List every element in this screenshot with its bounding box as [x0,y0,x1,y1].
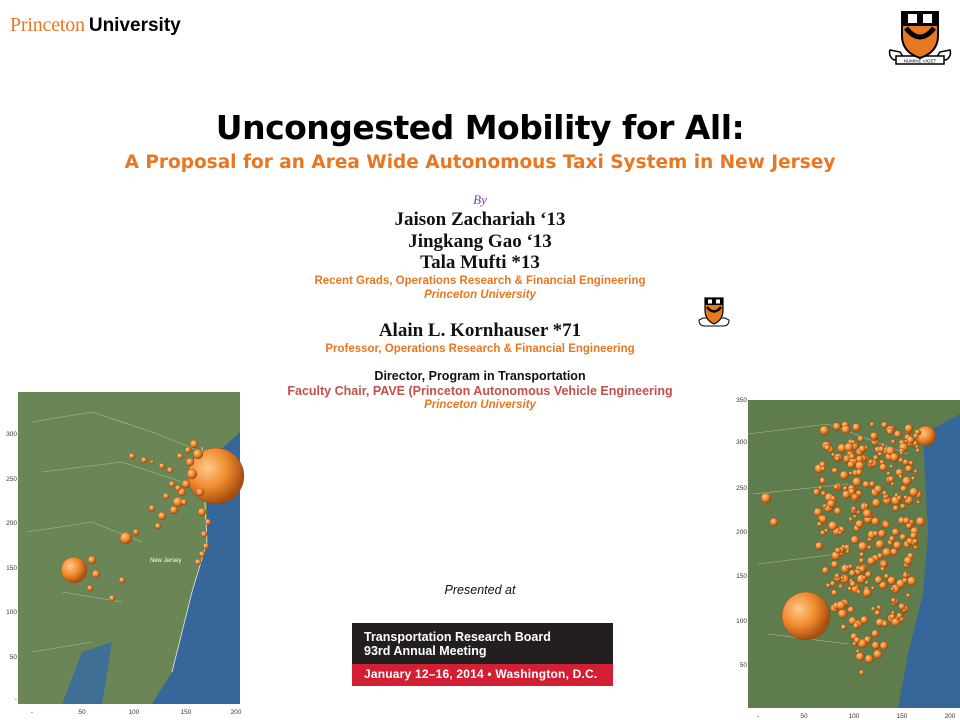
right-map-bubble [893,541,901,549]
right-y-tick: 100 [736,618,747,625]
right-y-tick: 300 [736,439,747,446]
right-map-bubble [874,485,882,493]
left-y-tick: 150 [6,565,17,572]
right-map-bubble [905,465,912,472]
left-map-bubble [195,559,201,565]
professor-faculty-chair: Faculty Chair, PAVE (Princeton Autonomous Vehicle Engineering [287,384,673,398]
right-map-bubble [878,530,886,538]
right-map-bubble [824,445,830,451]
right-map-bubble [903,517,910,524]
right-map-bubble [916,517,925,526]
right-map-bubble [870,422,875,427]
left-map-bubble [92,570,100,578]
right-map-bubble [903,459,909,465]
left-map-bubble [170,506,178,514]
right-map-bubble [849,517,853,521]
right-map-bubble [899,458,904,463]
right-map-bubble [909,488,918,497]
right-map-bubble [838,609,847,618]
right-map-bubble [834,484,839,489]
right-map-bubble [859,558,864,563]
right-map-bubble [878,452,882,456]
right-map-bubble [847,461,854,468]
right-map-bubble [818,486,822,490]
right-map-bubble [820,426,829,435]
right-map-bubble [831,496,836,501]
left-x-tick: 200 [230,709,242,716]
seal-motto: NUMINE VIGET [903,58,937,64]
right-y-tick: 350 [736,397,747,404]
right-map-bubble [837,601,846,610]
author-name-1: Jaison Zachariah ‘13 [394,209,566,230]
left-x-tick: 100 [128,709,140,716]
right-x-tick: 100 [848,713,860,720]
left-y-tick: 300 [6,431,17,438]
professor-director-title: Director, Program in Transportation [374,369,586,383]
right-map-bubble [871,607,875,611]
right-map-bubble [849,453,855,459]
right-map-bubble [914,469,918,473]
right-map-bubble [859,670,864,675]
left-map-bubble [193,449,203,459]
right-map-bubble [846,550,850,554]
right-map-bubble [894,431,901,438]
right-map-bubble [873,531,879,537]
right-map-bubble [891,598,896,603]
right-map-bubble [913,433,918,438]
right-map-bubble [872,630,879,637]
right-map-bubble [859,566,866,573]
professor-role: Professor, Operations Research & Financial Engineering [325,343,635,355]
right-map-bubble [838,531,842,535]
right-map-bubble [899,603,906,610]
right-map-bubble [916,448,920,452]
trb-line-1: Transportation Research Board [364,630,551,644]
right-map-bubble [870,432,877,439]
right-map-bubble [841,624,846,629]
right-map-bubble [914,545,918,549]
right-map-bubble [900,534,907,541]
right-map-bubble [872,499,880,507]
right-map-bubble [910,532,917,539]
trb-banner [352,623,613,686]
left-map-bubble [185,447,191,453]
right-map-bubble [905,424,913,432]
left-map-bubble [149,505,155,511]
right-map-bubble [761,493,771,503]
right-map-bubble [882,548,891,557]
left-x-tick: 50 [78,709,86,716]
right-map-bubble [875,610,881,616]
right-map-bubble [916,426,936,446]
right-map-bubble [851,440,855,444]
right-map-bubble [821,467,825,471]
right-map-bubble [862,576,866,580]
right-map-bubble [853,623,859,629]
right-y-tick: 50 [739,662,747,669]
right-map-bubble [865,655,873,663]
right-map-bubble [852,423,860,431]
right-map-bubble [856,652,864,660]
right-map-bubble [770,518,778,526]
right-map-bubble [840,471,848,479]
left-map-bubble [175,485,181,491]
right-map-bubble [858,542,867,551]
left-map-bubble [181,499,187,505]
left-y-tick: 100 [6,609,17,616]
right-map-bubble [863,509,872,518]
left-map-bubble [88,556,96,564]
right-map-bubble [852,477,861,486]
trb-line-3: January 12–16, 2014 • Washington, D.C. [364,667,598,681]
right-map-bubble [853,515,857,519]
right-map-bubble [853,495,858,500]
right-map-bubble [846,458,850,462]
left-map-bubble [129,453,135,459]
right-map-bubble [876,540,885,549]
right-map-bubble [813,489,820,496]
right-map-bubble [833,423,841,431]
right-map-bubble [899,475,903,479]
right-map-bubble [897,613,903,619]
right-map-bubble [859,445,866,452]
professor-name: Alain L. Kornhauser *71 [378,320,582,341]
left-map-bubble [159,463,165,469]
right-map-bubble [884,574,889,579]
right-map-bubble [881,561,887,567]
professor-university: Princeton University [424,399,536,411]
right-map-bubble [828,521,837,530]
left-map-bubble [167,467,173,473]
left-y-tick: 50 [9,654,17,661]
princeton-logo-text [10,14,181,37]
right-map-bubble [911,476,915,480]
right-map-bubble [917,500,921,504]
right-map-bubble [782,592,830,640]
left-map-bubble [196,488,204,496]
left-map-state-label: New Jersey [150,558,182,564]
right-map-bubble [867,545,871,549]
subtitle: A Proposal for an Area Wide Autonomous Taxi System in New Jersey [124,152,836,173]
right-map-bubble [872,642,880,650]
right-map-bubble [869,481,875,487]
left-map-bubble [141,457,147,463]
logo-word-princeton: Princeton [10,14,85,36]
right-map-bubble [848,564,852,568]
right-map-chart [728,394,960,720]
left-map-bubble [61,557,87,583]
right-map-bubble [903,573,908,578]
right-y-tick: 250 [736,485,747,492]
right-map-bubble [856,649,860,653]
left-map-bubble [169,481,175,487]
right-map-bubble [887,428,893,434]
left-map-bubble [203,543,209,549]
right-map-bubble [834,508,841,515]
right-map-bubble [840,576,844,580]
right-map-bubble [851,536,859,544]
right-map-bubble [881,422,887,428]
right-map-bubble [900,452,904,456]
right-map-bubble [909,461,914,466]
right-map-bubble [892,528,899,535]
right-map-bubble [855,461,864,470]
right-map-bubble [902,477,911,486]
right-map-bubble [822,567,829,574]
left-y-tick: 250 [6,476,17,483]
right-map-bubble [901,486,907,492]
right-map-bubble [823,504,827,508]
left-map-bubble [177,453,183,459]
right-map-bubble [835,573,840,578]
right-map-bubble [856,469,863,476]
right-y-tick: 150 [736,573,747,580]
right-map-bubble [877,553,883,559]
right-map-bubble [863,481,870,488]
right-map-bubble [878,446,884,452]
right-map-bubble [904,495,908,499]
left-map-bubble [182,480,190,488]
right-map-bubble [858,436,864,442]
right-map-bubble [849,471,853,475]
trb-line-2: 93rd Annual Meeting [364,644,487,658]
right-map-bubble [832,468,838,474]
right-map-bubble [868,459,873,464]
right-map-bubble [890,614,896,620]
left-y-tick: 200 [6,520,17,527]
right-map-bubble [864,504,868,508]
author-name-2: Jingkang Gao ‘13 [408,231,552,252]
right-map-bubble [904,556,912,564]
right-x-tick: 50 [800,713,808,720]
right-map-bubble [889,465,893,469]
left-map-bubble [163,493,169,499]
right-map-bubble [877,605,882,610]
right-map-bubble [889,536,895,542]
left-x-tick: 150 [180,709,192,716]
right-map-bubble [854,637,860,643]
right-map-bubble [851,506,856,511]
right-map-bubble [835,547,841,553]
right-map-bubble [900,504,905,509]
right-x-tick: 150 [896,713,908,720]
left-map-bubble [198,508,206,516]
right-map-bubble [891,440,895,444]
right-map-bubble [856,520,864,528]
page-title: Uncongested Mobility for All: [215,108,745,147]
right-x-tick: - [756,713,760,720]
princeton-seal-large [884,6,956,70]
left-map-bubble [150,460,154,464]
right-map-bubble [842,425,850,433]
author-name-3: Tala Mufti *13 [420,252,540,273]
left-map-bubble [133,529,139,535]
by-label: By [473,192,487,207]
right-map-bubble [915,445,919,449]
right-map-bubble [883,522,890,529]
left-map-bubble [120,532,132,544]
left-map-bubble [186,458,194,466]
right-map-bubble [888,476,894,482]
right-map-bubble [880,642,888,650]
left-map-bubble [190,440,198,448]
right-map-bubble [871,517,879,525]
left-map-chart [2,392,252,720]
right-map-bubble [835,456,840,461]
right-map-bubble [824,528,828,532]
right-map-bubble [897,496,902,501]
left-map-bubble [201,531,207,537]
right-map-bubble [891,482,895,486]
right-map-bubble [882,491,887,496]
right-map-bubble [848,607,854,613]
left-map-bubble [187,469,197,479]
right-map-bubble [893,505,899,511]
left-map-bubble [158,512,166,520]
right-map-bubble [845,443,854,452]
right-map-bubble [873,650,882,659]
right-map-bubble [819,515,827,523]
right-map-bubble [831,561,838,568]
left-map-bubble [155,523,161,529]
logo-word-university: University [88,15,181,36]
right-map-bubble [887,472,891,476]
students-university: Princeton University [424,289,536,301]
right-map-bubble [880,464,887,471]
left-map-bubble [199,551,205,557]
right-map-bubble [843,486,848,491]
left-y-tick: - [14,696,17,703]
right-map-bubble [907,436,914,443]
right-y-tick: 200 [736,529,747,536]
students-affiliation: Recent Grads, Operations Research & Financial Engineering [314,275,646,287]
presented-at-label: Presented at [444,583,516,597]
right-map-bubble [890,453,899,462]
right-map-bubble [913,539,918,544]
left-map-bubble [205,519,211,525]
princeton-shield-small [697,296,731,330]
right-x-tick: 200 [944,713,956,720]
right-map-bubble [849,570,856,577]
right-map-bubble [814,508,822,516]
right-map-bubble [867,557,875,565]
right-map-bubble [831,453,835,457]
right-map-bubble [815,542,822,549]
right-map-bubble [860,552,865,557]
right-map-bubble [820,477,826,483]
right-map-bubble [882,621,888,627]
left-x-tick: - [30,709,34,716]
